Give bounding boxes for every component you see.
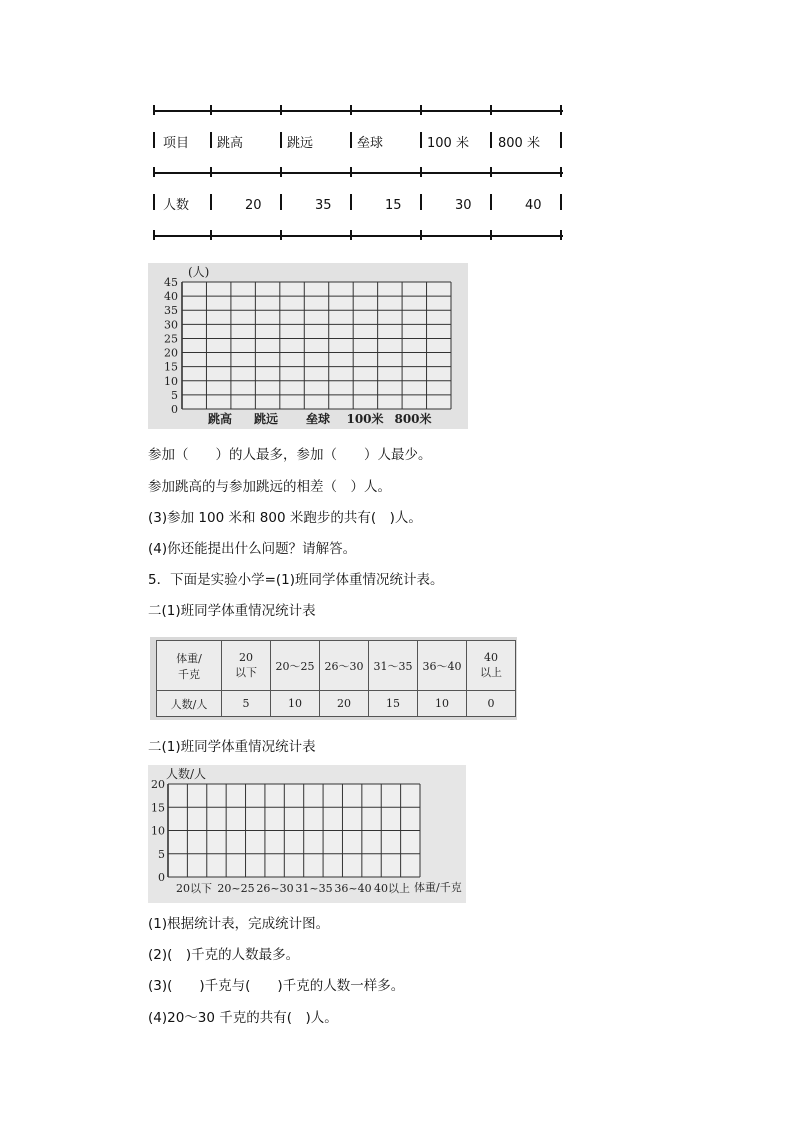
table-column-tick <box>490 132 492 148</box>
y-tick-label: 0 <box>158 871 165 884</box>
table-column-tick <box>153 194 155 210</box>
table-cell-value: 40 <box>525 198 542 213</box>
table-cell-value: 15 <box>369 691 418 717</box>
table-cell-value: 5 <box>222 691 271 717</box>
plot-area <box>182 282 451 409</box>
x-tick-label: 100米 <box>346 412 384 426</box>
table-rule-tick <box>210 105 212 115</box>
table-column-tick <box>490 194 492 210</box>
y-tick-label: 45 <box>164 276 178 289</box>
y-tick-label: 40 <box>164 290 178 304</box>
table-rule-tick <box>153 105 155 115</box>
y-axis-title: 人数/人 <box>166 767 207 781</box>
table-rule-tick <box>420 105 422 115</box>
chart-weight-grid <box>148 765 466 903</box>
table-column-tick <box>560 194 562 210</box>
table-header-cell: 跳远 <box>287 136 314 151</box>
table-rule-tick <box>420 167 422 177</box>
y-tick-label: 20 <box>151 778 165 791</box>
table-rule-tick <box>350 167 352 177</box>
table-column-tick <box>560 132 562 148</box>
question-complete-chart: (1)根据统计表，完成统计图。 <box>148 916 330 932</box>
y-tick-label: 35 <box>164 304 178 318</box>
x-tick-label: 20~25 <box>217 882 255 895</box>
table-cell-value: 20 <box>320 691 369 717</box>
table-rule-tick <box>560 105 562 115</box>
question-open: (4)你还能提出什么问题？请解答。 <box>148 541 357 557</box>
table-header-cell: 36～40 <box>418 641 467 691</box>
y-tick-label: 5 <box>171 388 178 402</box>
question-most-weight: (2)( )千克的人数最多。 <box>148 947 300 963</box>
table-cell-value: 20 <box>245 198 262 213</box>
question-difference: 参加跳高的与参加跳远的相差（ ）人。 <box>148 479 391 495</box>
table-row-label: 人数 <box>163 198 190 213</box>
x-tick-label: 36~40 <box>334 882 372 895</box>
table-column-tick <box>420 194 422 210</box>
chart-sports-grid <box>148 263 468 429</box>
table-header-cell: 体重/ 千克 <box>157 641 222 691</box>
table-sports-counts <box>153 110 563 238</box>
table-cell-value: 10 <box>271 691 320 717</box>
table-header-cell: 800 米 <box>498 136 540 151</box>
x-tick-label: 26~30 <box>256 882 294 895</box>
x-axis-title: 体重/千克 <box>414 881 462 894</box>
table-header-cell: 项目 <box>163 136 190 151</box>
y-tick-label: 0 <box>171 403 178 416</box>
table-rule-tick <box>280 105 282 115</box>
table-column-tick <box>350 194 352 210</box>
table-row-label: 人数/人 <box>157 691 222 717</box>
table-cell-value: 15 <box>385 198 402 213</box>
chart2-caption: 二(1)班同学体重情况统计表 <box>148 739 316 755</box>
problem-5-title: 5．下面是实验小学=(1)班同学体重情况统计表。 <box>148 572 444 588</box>
y-tick-label: 15 <box>151 801 165 815</box>
table-column-tick <box>350 132 352 148</box>
table-header-cell: 跳高 <box>217 136 244 151</box>
table-header-cell: 20～25 <box>271 641 320 691</box>
table-rule-tick <box>210 167 212 177</box>
y-tick-label: 5 <box>158 847 165 861</box>
table-cell-value: 35 <box>315 198 332 213</box>
table-rule-tick <box>560 167 562 177</box>
table-weight-stats <box>150 637 517 720</box>
table-rule-top <box>153 110 563 112</box>
table-column-tick <box>280 194 282 210</box>
table-rule-middle <box>153 172 563 174</box>
table-header-cell: 20 以下 <box>222 641 271 691</box>
question-equal-count: (3)( )千克与( )千克的人数一样多。 <box>148 978 405 994</box>
y-tick-label: 10 <box>151 824 165 838</box>
table-rule-tick <box>490 105 492 115</box>
y-unit-label: (人) <box>188 265 210 279</box>
x-tick-label: 31~35 <box>295 882 333 895</box>
table-rule-tick <box>350 105 352 115</box>
table-column-tick <box>280 132 282 148</box>
table-rule-tick <box>490 230 492 240</box>
question-most-least: 参加（ ）的人最多，参加（ ）人最少。 <box>148 447 432 463</box>
question-total-running: (3)参加 100 米和 800 米跑步的共有( )人。 <box>148 510 422 526</box>
table-column-tick <box>420 132 422 148</box>
table-header-cell: 垒球 <box>357 136 384 151</box>
y-tick-label: 25 <box>164 332 178 346</box>
x-tick-label: 800米 <box>394 412 432 426</box>
table-rule-tick <box>420 230 422 240</box>
table2-caption: 二(1)班同学体重情况统计表 <box>148 603 316 619</box>
table-header-cell: 31～35 <box>369 641 418 691</box>
table-column-tick <box>153 132 155 148</box>
table-header-cell: 100 米 <box>427 136 469 151</box>
y-tick-label: 10 <box>164 374 178 388</box>
question-range-total: (4)20～30 千克的共有( )人。 <box>148 1010 338 1026</box>
table-header-cell: 26～30 <box>320 641 369 691</box>
y-tick-label: 20 <box>164 346 178 360</box>
y-tick-label: 30 <box>164 318 178 332</box>
table-rule-tick <box>350 230 352 240</box>
x-tick-label: 垒球 <box>305 412 331 426</box>
table-rule-tick <box>560 230 562 240</box>
table-rule-tick <box>280 167 282 177</box>
x-tick-label: 跳远 <box>253 412 279 426</box>
table-cell-value: 10 <box>418 691 467 717</box>
x-tick-label: 跳高 <box>207 412 233 426</box>
table-rule-tick <box>490 167 492 177</box>
table-cell-value: 30 <box>455 198 472 213</box>
table-rule-tick <box>280 230 282 240</box>
x-tick-label: 40以上 <box>374 882 410 895</box>
table-rule-tick <box>153 167 155 177</box>
table-header-cell: 40 以上 <box>467 641 516 691</box>
y-tick-label: 15 <box>164 360 178 374</box>
table-rule-tick <box>153 230 155 240</box>
x-tick-label: 20以下 <box>176 882 212 895</box>
table-rule-bottom <box>153 235 563 237</box>
table-rule-tick <box>210 230 212 240</box>
table-column-tick <box>210 194 212 210</box>
table-cell-value: 0 <box>467 691 516 717</box>
table-column-tick <box>210 132 212 148</box>
